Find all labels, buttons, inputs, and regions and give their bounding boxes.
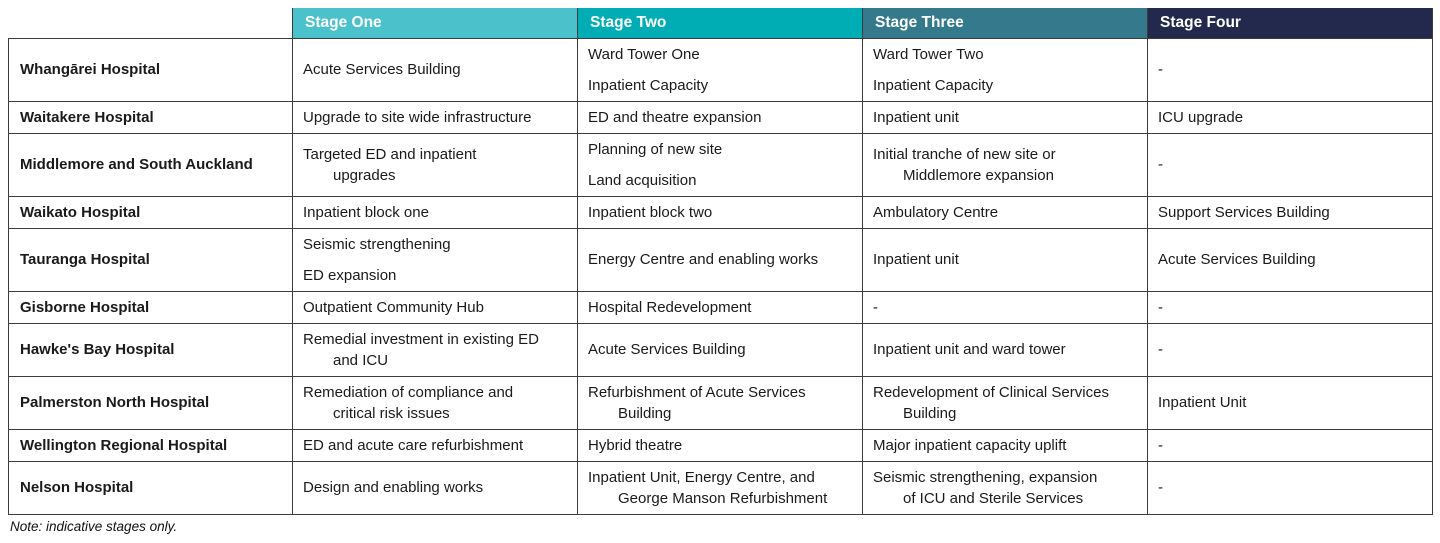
stage-cell-text: - [1158, 479, 1163, 496]
stage-cell-text: Major inpatient capacity uplift [873, 436, 1067, 454]
stage-cell-text: Redevelopment of Clinical Services Building [873, 383, 1109, 422]
stage-cell-text: Refurbishment of Acute Services Building [588, 383, 806, 422]
stage-cell [293, 461, 578, 514]
table-row [9, 461, 1433, 514]
stage-cell-text: Inpatient unit and ward tower [873, 341, 1066, 358]
hospital-name: Hawke's Bay Hospital [9, 323, 293, 376]
stage-cell [293, 323, 578, 376]
stage-cell-text: Ward Tower Two [873, 45, 984, 63]
stage-cell [1148, 461, 1433, 514]
stage-cell-text: Inpatient block two [588, 203, 713, 221]
stage-cell [578, 323, 863, 376]
hospital-name: Tauranga Hospital [9, 228, 293, 291]
stage-cell-text: ED and theatre expansion [588, 108, 762, 126]
table-row [9, 38, 1433, 101]
stage-cell-text: Acute Services Building [588, 341, 746, 358]
stage-cell [863, 38, 1148, 101]
stage-cell [863, 196, 1148, 228]
table-row [9, 323, 1433, 376]
stage-cell-text: Seismic strengthening, expansion of ICU and Sterile Services [873, 468, 1098, 507]
stage-cell-text: Inpatient Capacity [873, 76, 994, 94]
hospital-name: Palmerston North Hospital [9, 376, 293, 429]
stage-cell [293, 376, 578, 429]
stage-cell-text: Outpatient Community Hub [303, 298, 484, 316]
stage-cell [1148, 101, 1433, 133]
stage-cell-text: - [873, 298, 878, 316]
stage-cell-text: Inpatient Unit [1158, 394, 1247, 411]
stage-cell [578, 291, 863, 323]
stage-cell [1148, 429, 1433, 461]
header-stage-two: Stage Two [578, 8, 863, 38]
hospital-name: Whangārei Hospital [9, 38, 293, 101]
stage-cell-text: ICU upgrade [1158, 108, 1244, 126]
stage-cell [863, 376, 1148, 429]
stage-cell [863, 101, 1148, 133]
stage-cell [293, 429, 578, 461]
table-header [9, 8, 1433, 38]
stage-cell [1148, 291, 1433, 323]
stage-cell-text: Seismic strengthening [303, 235, 451, 253]
stage-cell-text: Support Services Building [1158, 203, 1330, 221]
table-row [9, 228, 1433, 291]
stage-cell [1148, 228, 1433, 291]
header-stage-four: Stage Four [1148, 8, 1433, 38]
stage-cell [578, 376, 863, 429]
stage-cell-text: Inpatient unit [873, 108, 959, 126]
stage-cell [1148, 196, 1433, 228]
stage-cell-text: - [1158, 436, 1163, 454]
table-row [9, 376, 1433, 429]
hospital-name: Waikato Hospital [9, 196, 293, 228]
stage-cell [293, 133, 578, 196]
stage-cell [293, 38, 578, 101]
footnote: Note: indicative stages only. [10, 518, 178, 534]
hospital-name: Wellington Regional Hospital [9, 429, 293, 461]
stage-cell-text: Inpatient Capacity [588, 76, 709, 94]
stage-cell-text: ED and acute care refurbishment [303, 436, 524, 454]
hospital-name: Gisborne Hospital [9, 291, 293, 323]
stage-cell-text: Ward Tower One [588, 45, 700, 63]
stage-cell [863, 228, 1148, 291]
table-row [9, 429, 1433, 461]
stage-cell-text: Remedial investment in existing ED and ICU [303, 330, 539, 369]
stage-cell [863, 429, 1148, 461]
stage-cell [293, 196, 578, 228]
stage-cell [578, 461, 863, 514]
stage-cell-text: - [1158, 156, 1163, 173]
header-row [9, 8, 1433, 38]
stage-cell [1148, 38, 1433, 101]
stage-cell-text: Inpatient unit [873, 251, 959, 268]
stage-cell [863, 323, 1148, 376]
table-row [9, 101, 1433, 133]
stage-cell-text: Acute Services Building [303, 61, 461, 78]
stage-cell [293, 228, 578, 291]
header-stage-three: Stage Three [863, 8, 1148, 38]
stage-cell-text: Initial tranche of new site or Middlemore expansion [873, 145, 1056, 184]
stage-cell [1148, 133, 1433, 196]
stage-cell-text: ED expansion [303, 266, 397, 284]
stage-cell [293, 101, 578, 133]
stage-cell [293, 291, 578, 323]
stage-cell-text: Upgrade to site wide infrastructure [303, 108, 532, 126]
stage-cell-text: Planning of new site [588, 140, 723, 158]
stage-cell-text: Energy Centre and enabling works [588, 251, 819, 268]
stage-cell [1148, 323, 1433, 376]
stage-cell-text: Land acquisition [588, 171, 697, 189]
stage-cell [578, 38, 863, 101]
hospital-name: Nelson Hospital [9, 461, 293, 514]
stage-cell [578, 101, 863, 133]
stage-cell-text: Inpatient block one [303, 203, 429, 221]
stage-cell [863, 461, 1148, 514]
hospital-stages-table [8, 8, 1433, 515]
stage-cell-text: Targeted ED and inpatient upgrades [303, 145, 477, 184]
header-corner-blank [9, 8, 293, 38]
stage-cell [578, 133, 863, 196]
hospital-name: Waitakere Hospital [9, 101, 293, 133]
table-row [9, 196, 1433, 228]
stage-cell-text: - [1158, 61, 1163, 78]
stage-cell-text: Acute Services Building [1158, 251, 1316, 268]
stage-cell-text: Hybrid theatre [588, 436, 683, 454]
header-stage-one: Stage One [293, 8, 578, 38]
hospital-name: Middlemore and South Auckland [9, 133, 293, 196]
stage-cell [578, 196, 863, 228]
stage-cell-text: Design and enabling works [303, 479, 484, 496]
stage-cell [578, 429, 863, 461]
stage-cell [863, 133, 1148, 196]
stage-cell-text: - [1158, 298, 1163, 316]
stage-cell [578, 228, 863, 291]
stage-cell [1148, 376, 1433, 429]
table-body [9, 38, 1433, 514]
table-row [9, 291, 1433, 323]
stage-cell-text: Ambulatory Centre [873, 203, 999, 221]
stage-cell-text: Remediation of compliance and critical risk issues [303, 383, 514, 422]
stage-cell-text: Inpatient Unit, Energy Centre, and George Manson Refurbishment [588, 468, 828, 507]
stage-cell-text: - [1158, 341, 1163, 358]
table-row [9, 133, 1433, 196]
stage-cell-text: Hospital Redevelopment [588, 298, 752, 316]
stage-cell [863, 291, 1148, 323]
